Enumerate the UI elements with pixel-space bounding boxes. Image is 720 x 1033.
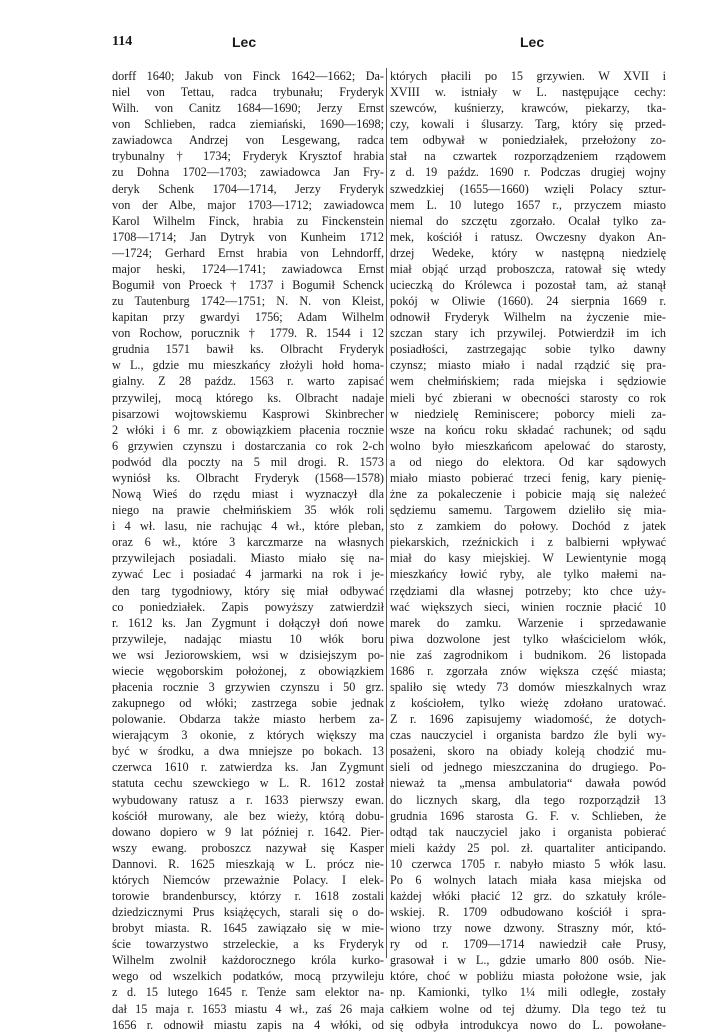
text-line: wego od wszelkich podatków, mocą przywileju [112, 969, 384, 984]
text-line: które, choć w pobliżu miasta położone wsie, jak [390, 969, 666, 984]
text-line: których płacili po 15 grzywien. W XVII i [390, 69, 666, 83]
text-line: Po 6 wolnych latach miała kasa miejska od [390, 872, 666, 887]
column-divider [386, 68, 387, 958]
text-line: piekarskich, rzeźnickich i z balbierni wpływać [390, 535, 666, 550]
text-line: sto z zamkiem do połowy. Dochód z jatek [390, 519, 666, 534]
page-number: 114 [112, 34, 133, 49]
text-line: tem odbywał w poniedziałek, przełożony zo- [390, 133, 666, 148]
text-line: wyniósł ks. Olbracht Fryderyk (1568—1578) [112, 470, 384, 485]
text-line: każdej włóki płacić 12 grz. do szkatuły króle- [390, 888, 666, 903]
text-line: von der Albe, major 1703—1712; zawiadowca [112, 197, 384, 212]
text-line: być w środku, a dwa mniejsze po bokach. 13 [112, 744, 384, 759]
text-line: kościół murowany, ale bez wieży, którą dobu- [112, 808, 384, 823]
text-line: gialny. Z 28 paźdz. 1563 r. warto zapisać [112, 374, 384, 389]
running-head-left: Lec [232, 34, 257, 50]
text-line: zawiadowca Andrzej von Lesgewang, radca [112, 133, 384, 148]
text-line: szczan stary ich przywilej. Potwierdził im ich [390, 326, 666, 341]
text-line: spaliło się wtedy 73 domów mieszkalnych wraz [390, 679, 666, 694]
text-line: przywileje, nadając miastu 10 włók boru [112, 631, 384, 646]
column-right [390, 68, 666, 1033]
text-line: a od niego do elektora. Od kar sądowych [390, 454, 666, 469]
text-line: —1724; Gerhard Ernst hrabia von Lehndorff, [112, 245, 384, 260]
text-line: w L., gdzie mu mieszkańcy złożyli hołd homa- [112, 358, 384, 373]
text-line: niego na prawie chełmińskiem 35 włók roli [112, 503, 384, 518]
text-line: Bogumił von Proeck † 1737 i Bogumił Schenck [112, 278, 384, 293]
text-line: grasował i w L., gdzie umarło 800 osób. Nie- [390, 953, 666, 968]
text-line: den targ tygodniowy, który się miał odbywać [112, 583, 384, 598]
text-line: we wsi Jeziorowskiem, wsi w dzisiejszym po- [112, 647, 384, 662]
text-line: czy, kowali i ślusarzy. Targ, który się przed- [390, 117, 666, 132]
text-line: piwa dozwolone jest tylko właścicielom włók, [390, 631, 666, 646]
text-line: przywilej, mocą którego ks. Olbracht nadaje [112, 390, 384, 405]
text-line: Dannovi. R. 1625 mieszkają w L. prócz nie- [112, 856, 384, 871]
text-line: i 4 wł. lasu, nie rachując 4 wł., które pleban, [112, 519, 384, 534]
text-line: wierającym 3 okonie, z których większy ma [112, 728, 384, 743]
text-line: wem chełmińskiem; rada miejska i sędziowie [390, 374, 666, 389]
text-line: marek do zamku. Warzenie i sprzedawanie [390, 615, 666, 630]
text-line: czerwca 1610 r. zatwierdza ks. Jan Zygmunt [112, 760, 384, 775]
text-line: 10 czerwca 1705 r. nabyło miasto 5 włók lasu. [390, 856, 666, 871]
text-line: czas nauczyciel i organista bardzo źle byli wy- [390, 728, 666, 743]
text-line: szwedzkiej (1655—1660) wzięli Polacy sztur- [390, 181, 666, 196]
text-line: statuta cechu szewckiego w L. R. 1612 został [112, 776, 384, 791]
text-line: von Rochow, porucznik † 1779. R. 1544 i 12 [112, 326, 384, 341]
text-line: von Schlieben, radca ziemiański, 1690—1698; [112, 117, 384, 132]
text-line: ście towarzystwo strzeleckie, a ks Fryderyk [112, 937, 384, 952]
text-line: mieszkańcy łowić ryby, ale tylko małemi na- [390, 567, 666, 582]
text-line: wać większych sieci, winien rocznie płacić 10 [390, 599, 666, 614]
text-line: 6 grzywien czynszu i dostarczania co rok 2-ch [112, 438, 384, 453]
text-line: co poniedziałek. Zapis powyższy zatwierdził [112, 599, 384, 614]
text-line: 2 włóki i 6 mr. z obowiązkiem płacenia rocznie [112, 422, 384, 437]
text-line: trybunalny † 1734; Fryderyk Krysztof hrabia [112, 149, 384, 164]
text-line: major heski, 1724—1741; zawiadowca Ernst [112, 261, 384, 276]
text-line: oraz 6 wł., które 3 karczmarze na własnych [112, 535, 384, 550]
text-line: miał do kasy miejskiej. W Lewientynie mogą [390, 551, 666, 566]
text-line: odtąd tak nauczyciel jako i organista pobierać [390, 824, 666, 839]
text-line: 1708—1714; Jan Dytryk von Kunheim 1712 [112, 229, 384, 244]
text-line: pisarzowi wojtowskiemu Kasprowi Skinbrecher [112, 406, 384, 421]
text-line: wolno było mieszkańcom apelować do starosty, [390, 438, 666, 453]
text-line: polowanie. Obdarza także miasto herbem za- [112, 712, 384, 727]
text-line: dał 15 maja r. 1653 miastu 4 wł., zaś 26 maja [112, 1001, 384, 1016]
text-line: niel von Tettau, radca trybunału; Fryderyk [112, 85, 384, 100]
text-line: posiadłości, zastrzegając sobie tylko dawny [390, 342, 666, 357]
text-line: czynsz; miasto miało i nadal rządzić się pra- [390, 358, 666, 373]
text-line: Karol Wilhelm Finck, hrabia zu Finckenstein [112, 213, 384, 228]
text-line: mem L. 10 lutego 1657 r., przyczem miasto [390, 197, 666, 212]
text-line: wszy ewang. proboszcz nazywał się Kasper [112, 840, 384, 855]
text-line: odnowił Fryderyk Wilhelm na życzenie mie- [390, 310, 666, 325]
text-line: pokój w Oliwie (1660). 24 sierpnia 1669 r. [390, 294, 666, 309]
text-line: dorff 1640; Jakub von Finck 1642—1662; Da- [112, 69, 384, 83]
text-line: Wilhelm zwolnił każdorocznego króla kurko- [112, 953, 384, 968]
column-left [112, 68, 384, 1033]
text-line: dziedzicznymi Prus książęcych, starali się o do- [112, 905, 384, 920]
text-line: mek, kościół i ratusz. Owczesny dyakon An- [390, 229, 666, 244]
text-line: z kościołem, tylko wieżę zdołano uratować. [390, 696, 666, 711]
text-line: deryk Schenk 1704—1714, Jerzy Fryderyk [112, 181, 384, 196]
text-line: XVIII w. istniały w L. następujące cechy: [390, 85, 666, 100]
text-line: wiecie węgoborskim położonej, z obowiązkiem [112, 663, 384, 678]
text-line: wsze na końcu roku składać rachunek; od sądu [390, 422, 666, 437]
text-line: do licznych skarg, dla tego rozporządził 13 [390, 792, 666, 807]
text-line: mieli każdy 25 pol. zł. quartaliter anticipando. [390, 840, 666, 855]
text-line: drzej Wedeke, który w następną niedzielę [390, 245, 666, 260]
text-line: wskiej. R. 1709 odbudowano kościół i spra- [390, 905, 666, 920]
text-line: całkiem wolne od tej dżumy. Dla tego też tu [390, 1001, 666, 1016]
text-line: w niedzielę Reminiscere; poborcy mieli za- [390, 406, 666, 421]
text-line: ry od r. 1709—1714 nawiedził całe Prusy, [390, 937, 666, 952]
text-line: 1656 r. odnowił miastu zapis na 4 włóki, od [112, 1017, 384, 1032]
text-line: sędziemu samemu. Targowem dzieliło się mia- [390, 503, 666, 518]
text-line: których Niemców przeważnie Polacy. I elek- [112, 872, 384, 887]
text-line: r. 1612 ks. Jan Zygmunt i dołączył doń nowe [112, 615, 384, 630]
text-line: Z r. 1696 zapisujemy wiadomość, że dotych- [390, 712, 666, 727]
text-line: grudnia 1696 starosta G. F. v. Schlieben, że [390, 808, 666, 823]
text-line: nieważ ta „mensa ambulatoria“ dawała powód [390, 776, 666, 791]
text-line: płacenia rocznie 3 grzywien czynszu i 50 grz. [112, 679, 384, 694]
text-line: nie zaś zagrodnikom i budnikom. 26 listopada [390, 647, 666, 662]
text-line: wybudowany ratusz a r. 1633 pierwszy ewan. [112, 792, 384, 807]
text-line: zu Dohna 1702—1703; zawiadowca Jan Fry- [112, 165, 384, 180]
text-line: Nową Wieś do rzędu miast i wyznaczył dla [112, 487, 384, 502]
text-line: torowie brandenburscy, którzy r. 1618 zostali [112, 888, 384, 903]
text-line: 1686 r. zgorzała znów większa część miasta; [390, 663, 666, 678]
text-line: niemal do szczętu zgorzało. Ocalał tylko za- [390, 213, 666, 228]
text-line: stał na czwartek rozporządzeniem rządowem [390, 149, 666, 164]
text-line: z d. 15 lutego 1645 r. Tenże sam elektor na- [112, 985, 384, 1000]
text-line: się odbyła introdukcya nowo do L. powołane- [390, 1017, 666, 1032]
text-line: zakupnego od włóki; zastrzega sobie jednak [112, 696, 384, 711]
text-line: kapitan przy gwardyi 1756; Adam Wilhelm [112, 310, 384, 325]
text-line: np. Kamionki, tylko 1¼ mili odległe, zostały [390, 985, 666, 1000]
text-line: rzędziami dla własnej potrzeby; kto chce uży- [390, 583, 666, 598]
text-line: żne za pokaleczenie i pobicie mają się należeć [390, 487, 666, 502]
text-line: miał objąć urząd proboszcza, ratował się wtedy [390, 261, 666, 276]
text-line: przywilejach posiadali. Miasto miało się na- [112, 551, 384, 566]
text-line: brobyt miasta. R. 1645 zawiązało się w mie- [112, 921, 384, 936]
text-line: mieli być zbierani w obecności starosty co rok [390, 390, 666, 405]
text-line: dowano dopiero w 9 lat później r. 1642. Pier- [112, 824, 384, 839]
text-line: zu Tautenburg 1742—1751; N. N. von Kleist, [112, 294, 384, 309]
text-line: miało miasto pobierać trzeci fenig, kary pienię- [390, 470, 666, 485]
text-line: grudnia 1571 bawił ks. Olbracht Fryderyk [112, 342, 384, 357]
text-line: zywać Lec i posiadać 4 jarmarki na rok i je- [112, 567, 384, 582]
text-line: posażeni, skoro na obiady koleją chodzić mu- [390, 744, 666, 759]
text-line: sieli od jednego mieszczanina do drugiego. Po- [390, 760, 666, 775]
text-line: ucieczką do Królewca i pozostał tam, aż stanął [390, 278, 666, 293]
text-line: z d. 19 paźdz. 1690 r. Podczas drugiej wojny [390, 165, 666, 180]
text-line: wiono trzy nowe dzwony. Straszny mór, któ- [390, 921, 666, 936]
text-line: szewców, kuśnierzy, krawców, piekarzy, tka- [390, 101, 666, 116]
text-line: Wilh. von Canitz 1684—1690; Jerzy Ernst [112, 101, 384, 116]
text-line: podwód dla poczty na 5 mil drogi. R. 1573 [112, 454, 384, 469]
running-head-right: Lec [520, 34, 545, 50]
